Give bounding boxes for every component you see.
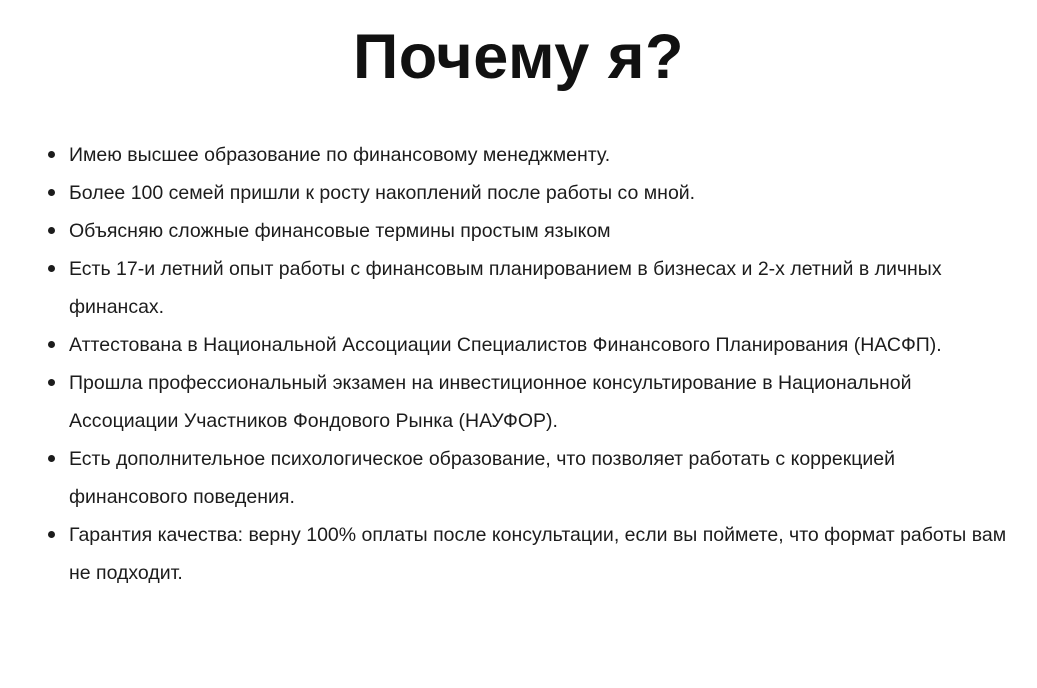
bullet-icon xyxy=(48,151,55,158)
bullet-icon xyxy=(48,531,55,538)
list-item xyxy=(48,174,1008,212)
bullet-text: Есть 17-и летний опыт работы с финансовым планированием в бизнесах и 2-х летний в личных финансах. xyxy=(69,257,942,318)
bullet-icon xyxy=(48,265,55,272)
bullet-icon xyxy=(48,227,55,234)
page-title: Почему я? xyxy=(352,22,685,92)
list-item xyxy=(48,516,1008,592)
bullet-text: Имею высшее образование по финансовому менеджменту. xyxy=(69,143,611,166)
list-item xyxy=(48,250,1008,326)
bullet-text: Гарантия качества: верну 100% оплаты после консультации, если вы поймете, что формат работы вам не подходит. xyxy=(69,523,1007,584)
list-item xyxy=(48,136,1008,174)
bullet-text: Прошла профессиональный экзамен на инвестиционное консультирование в Национальной Ассоциации Участников Фондового Рынка (НАУФОР). xyxy=(69,371,912,432)
bullet-text: Есть дополнительное психологическое образование, что позволяет работать с коррекцией финансового поведения. xyxy=(69,447,896,508)
bullet-text: Объясняю сложные финансовые термины простым языком xyxy=(69,219,611,242)
list-item xyxy=(48,212,1008,250)
bullet-icon xyxy=(48,189,55,196)
bullet-text: Аттестована в Национальной Ассоциации Специалистов Финансового Планирования (НАСФП). xyxy=(69,333,942,356)
list-item xyxy=(48,440,1008,516)
bullet-text: Более 100 семей пришли к росту накоплений после работы со мной. xyxy=(69,181,696,204)
bullet-icon xyxy=(48,341,55,348)
bullet-icon xyxy=(48,455,55,462)
list-item xyxy=(48,326,1008,364)
bullet-list xyxy=(48,136,1008,592)
list-item xyxy=(48,364,1008,440)
bullet-icon xyxy=(48,379,55,386)
